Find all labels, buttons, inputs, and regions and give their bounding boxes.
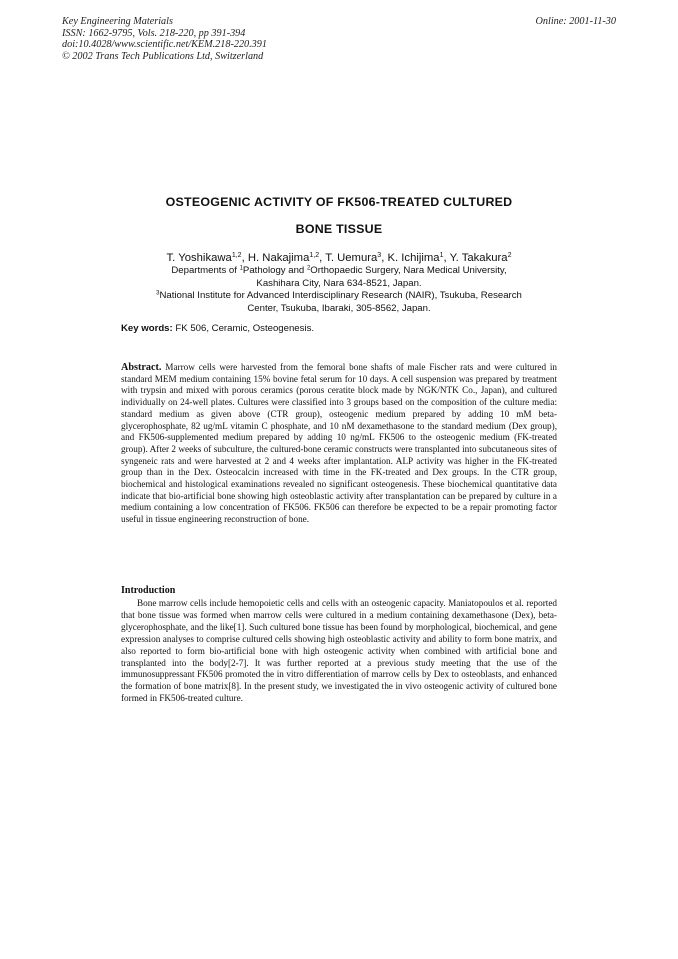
keywords bbox=[121, 323, 314, 334]
affiliation-1: Departments of $^1$Pathology and $^2$Orthopaedic Surgery, Nara Medical University, bbox=[171, 265, 507, 276]
journal-header bbox=[62, 16, 267, 62]
author: Y. Takakura$^2$ bbox=[449, 252, 512, 264]
title-line-2: BONE TISSUE bbox=[295, 222, 383, 236]
introduction-text: Bone marrow cells include hemopoietic cells and cells with an osteogenic capacity. Maniatopoulos et al. reported that bone tissue was formed when marrow cells were cultured in a medium containing dexamethasone (Dex), beta-glycerophosphate, and the like[1]. Such cultured bone tissue has been found by morphological, biochemical, and gene expression analyses to comprise cultured cells showing high osteoblastic activity and ability to form bone matrix, and also reported to form bio-artificial bone with high osteogenic activity when combined with artificial bone and transplanted into the body[2-7]. It was further reported at a previous study meeting that the use of the immunosuppressant FK506 promoted the in vitro differentiation of marrow cells by Dex to osteoblasts, and enhanced the formation of bone matrix[8]. In the present study, we investigated the in vivo osteogenic activity of cultured bone formed in FK506-treated culture. bbox=[121, 598, 557, 704]
affiliation-1-address: Kashihara City, Nara 634-8521, Japan. bbox=[256, 277, 422, 289]
issn-line: ISSN: 1662-9795, Vols. 218-220, pp 391-394 bbox=[62, 27, 246, 39]
title-line-1: OSTEOGENIC ACTIVITY OF FK506-TREATED CULTURED bbox=[165, 195, 513, 209]
author: K. Ichijima$^1$, bbox=[387, 252, 450, 264]
affiliation-2-address: Center, Tsukuba, Ibaraki, 305-8562, Japan. bbox=[247, 302, 431, 314]
abstract bbox=[121, 362, 557, 526]
doi-line: doi:10.4028/www.scientific.net/KEM.218-220.391 bbox=[62, 39, 267, 51]
journal-name: Key Engineering Materials bbox=[62, 16, 173, 27]
affiliations bbox=[62, 265, 616, 315]
author: T. Uemura$^3$, bbox=[325, 252, 388, 264]
abstract-text: Marrow cells were harvested from the femoral bone shafts of male Fischer rats and were cultured in standard MEM medium containing 15% bovine fetal serum for 10 days. A cell suspension was prepared by treatment with trypsin and mixed with porous ceramics (porous ceratite block made by NGK/NTK Co., Japan), and cultured individually on 24-well plates. Cultures were classified into 3 groups based on the composition of the culture media: standard medium as given above (CTR group), osteogenic medium prepared by adding 10 mM beta-glycerophosphate, 82 ug/mL vitamin C phosphate, and 10 nM dexamethasone to the standard medium (Dex group), and FK506-supplemented medium prepared by adding 10 ng/mL FK506 to the osteogenic medium (FK-treated group). After 2 weeks of subculture, the cultured-bone ceramic constructs were transplanted into subcutaneous sites of syngeneic rats and were harvested at 2 and 4 weeks after implantation. ALP activity was higher in the FK-treated group than in the Dex. Osteocalcin increased with time in the FK-treated and Dex groups. In the CTR group, biochemical and histological examinations revealed no significant osteogenesis. These biochemical quantitative data indicate that bio-artificial bone showing high osteoblastic activity after transplantation can be prepared by culture in a medium containing a low concentration of FK506. FK506 can therefore be expected to be a repair promoting factor useful in tissue engineering reconstruction of bone. bbox=[121, 362, 557, 525]
copyright-line: © 2002 Trans Tech Publications Ltd, Switzerland bbox=[62, 50, 264, 62]
paper-title bbox=[62, 189, 616, 243]
keywords-text: FK 506, Ceramic, Osteogenesis. bbox=[175, 323, 315, 334]
keywords-label: Key words: bbox=[121, 323, 173, 334]
introduction-heading: Introduction bbox=[121, 585, 176, 596]
abstract-label: Abstract. bbox=[121, 362, 162, 373]
online-date: Online: 2001-11-30 bbox=[535, 16, 616, 27]
author-list bbox=[62, 251, 616, 265]
affiliation-2: $^3$National Institute for Advanced Interdisciplinary Research (NAIR), Tsukuba, Research bbox=[156, 290, 522, 302]
author: T. Yoshikawa$^{1,2}$, bbox=[166, 252, 248, 264]
author: H. Nakajima$^{1,2}$, bbox=[247, 252, 326, 264]
